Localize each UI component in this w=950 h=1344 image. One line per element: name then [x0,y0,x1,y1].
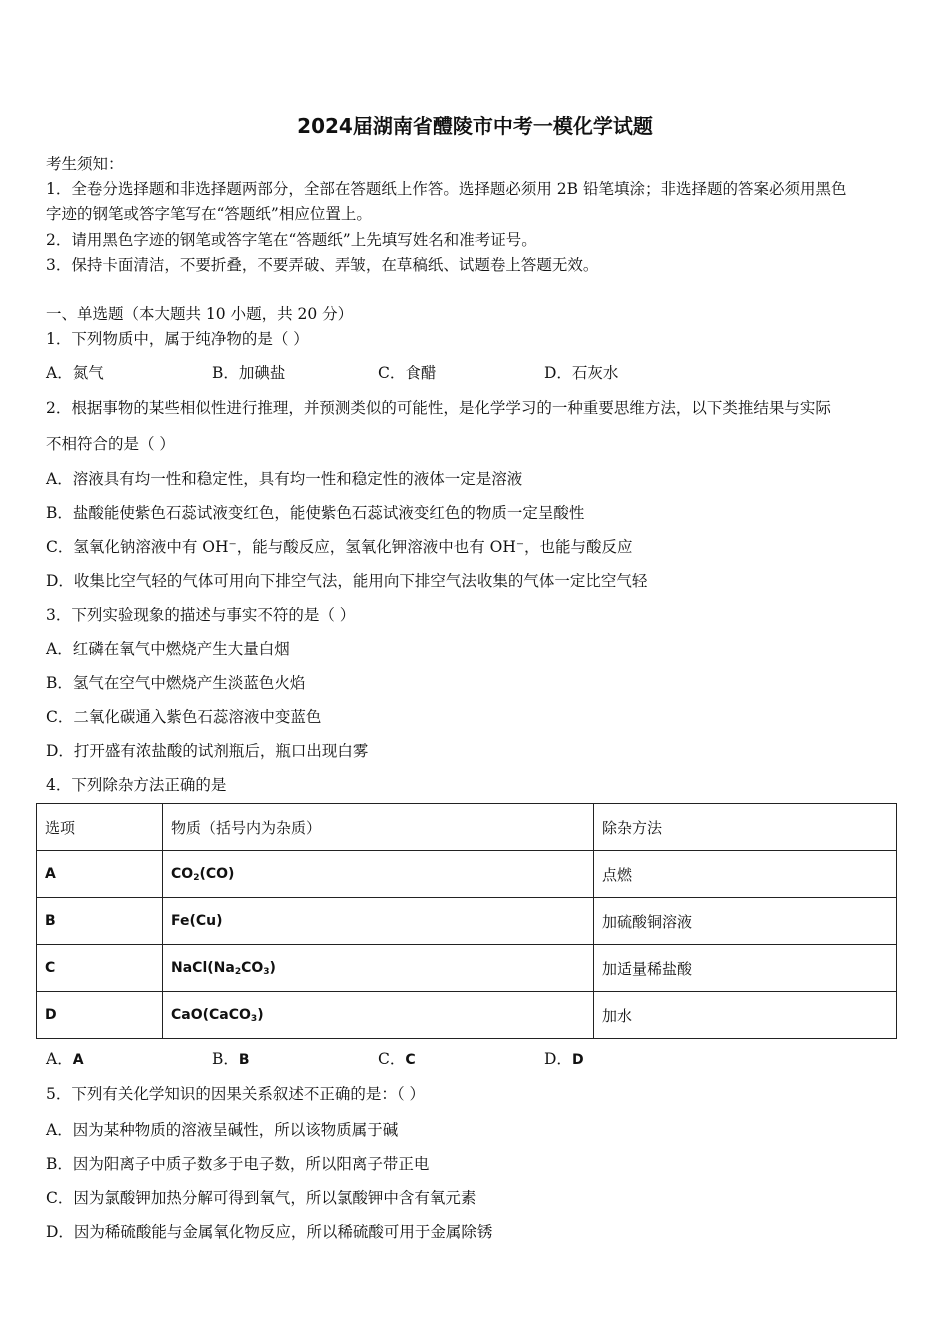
q3-option-b: B．氢气在空气中燃烧产生淡蓝色火焰 [46,674,306,692]
q4-stem: 4．下列除杂方法正确的是 [46,776,227,794]
notice-heading: 考生须知： [46,155,124,173]
q5-option-a: A．因为某种物质的溶液呈碱性，所以该物质属于碱 [46,1121,399,1139]
q5-option-c: C．因为氯酸钾加热分解可得到氧气，所以氯酸钾中含有氧元素 [46,1189,477,1207]
row-substance: $NaCl(Na_2CO_3)$ [163,945,594,992]
header-substance: 物质（括号内为杂质） [163,804,594,851]
table-row [37,992,897,1039]
section-heading: 一、单选题（本大题共 10 小题，共 20 分） [46,305,354,323]
q2-stem-a: 2．根据事物的某些相似性进行推理，并预测类似的可能性，是化学学习的一种重要思维方法，以下类推结果与实际 [46,399,831,417]
q4-option-b: B．B [212,1050,250,1068]
q4-options [46,1047,710,1069]
row-option: C [37,945,163,992]
table-header-row [37,804,897,851]
notice-line-2: 2．请用黑色字迹的钢笔或答字笔在“答题纸”上先填写姓名和准考证号。 [46,231,537,249]
q3-option-d: D．打开盛有浓盐酸的试剂瓶后，瓶口出现白雾 [46,742,369,760]
row-option: D [37,992,163,1039]
table-row [37,851,897,898]
q3-option-a: A．红磷在氧气中燃烧产生大量白烟 [46,640,290,658]
row-method: 点燃 [594,851,897,898]
q5-option-b: B．因为阳离子中质子数多于电子数，所以阳离子带正电 [46,1155,430,1173]
q4-table [36,803,897,1039]
q4-option-c: C．C [378,1050,416,1068]
q1-stem: 1．下列物质中，属于纯净物的是（ ） [46,330,309,348]
row-method: 加硫酸铜溶液 [594,898,897,945]
notice-line-3: 3．保持卡面清洁，不要折叠，不要弄破、弄皱，在草稿纸、试题卷上答题无效。 [46,256,599,274]
table-row [37,898,897,945]
q5-stem: 5．下列有关化学知识的因果关系叙述不正确的是：（ ） [46,1085,426,1103]
header-method: 除杂方法 [594,804,897,851]
q1-option-b: B．加碘盐 [212,364,286,382]
header-option: 选项 [37,804,163,851]
row-substance: Fe(Cu) [163,898,594,945]
notice-line-1b: 字迹的钢笔或答字笔写在“答题纸”相应位置上。 [46,205,372,223]
q4-option-d: D．D [544,1050,584,1068]
row-method: 加适量稀盐酸 [594,945,897,992]
row-method: 加水 [594,992,897,1039]
row-substance: CaO(CaCO$_3$) [163,992,594,1039]
q2-option-d: D．收集比空气轻的气体可用向下排空气法，能用向下排空气法收集的气体一定比空气轻 [46,572,648,590]
q2-option-c: C．氢氧化钠溶液中有 OH⁻，能与酸反应，氢氧化钾溶液中也有 OH⁻，也能与酸反应 [46,538,633,556]
q1-option-c: C．食醋 [378,364,437,382]
notice-line-1a: 1．全卷分选择题和非选择题两部分，全部在答题纸上作答。选择题必须用 2B 铅笔填涂；非选择题的答案必须用黑色 [46,180,847,198]
row-option: A [37,851,163,898]
q3-stem: 3．下列实验现象的描述与事实不符的是（ ） [46,606,356,624]
q1-options [46,361,710,383]
exam-title: 2024届湖南省醴陵市中考一模化学试题 [297,114,653,138]
row-option: B [37,898,163,945]
q2-option-b: B．盐酸能使紫色石蕊试液变红色，能使紫色石蕊试液变红色的物质一定呈酸性 [46,504,585,522]
q1-option-d: D．石灰水 [544,364,619,382]
q5-option-d: D．因为稀硫酸能与金属氧化物反应，所以稀硫酸可用于金属除锈 [46,1223,493,1241]
q4-option-a: A．A [46,1050,84,1068]
q2-stem-b: 不相符合的是（ ） [46,435,175,453]
q1-option-a: A．氮气 [46,364,104,382]
q2-option-a: A．溶液具有均一性和稳定性，具有均一性和稳定性的液体一定是溶液 [46,470,523,488]
table-row [37,945,897,992]
q3-option-c: C．二氧化碳通入紫色石蕊溶液中变蓝色 [46,708,322,726]
row-substance: $CO_2(CO)$ [163,851,594,898]
